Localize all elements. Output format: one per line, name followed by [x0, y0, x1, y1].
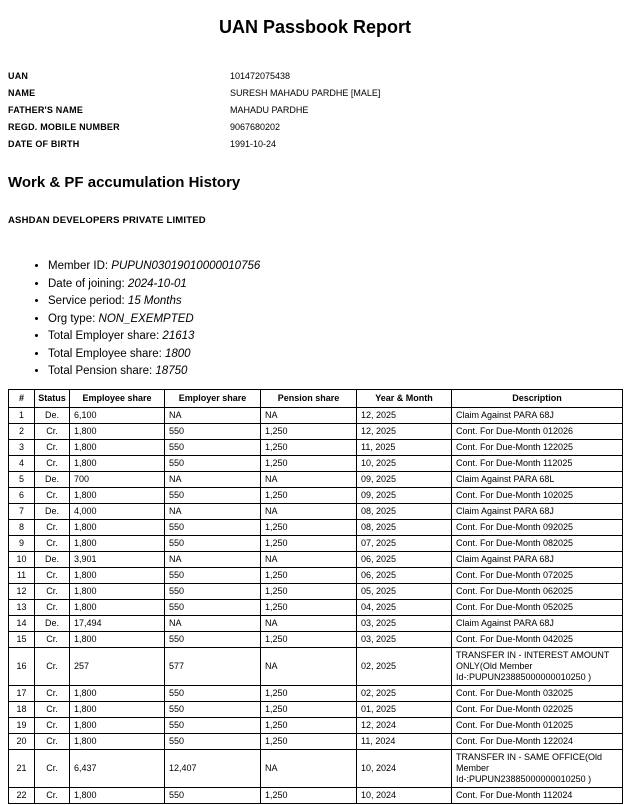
table-header-row: [9, 389, 623, 407]
cell-employee-share: 1,800: [70, 717, 165, 733]
cell-employer-share: NA: [165, 503, 261, 519]
cell-status: Cr.: [35, 439, 70, 455]
cell-description: Claim Against PARA 68J: [452, 615, 623, 631]
cell-status: Cr.: [35, 535, 70, 551]
cell-year-month: 05, 2025: [357, 583, 452, 599]
cell-employee-share: 1,800: [70, 733, 165, 749]
cell-year-month: 12, 2025: [357, 423, 452, 439]
detail-label: Org type:: [48, 312, 96, 325]
cell-status: De.: [35, 471, 70, 487]
cell-employer-share: 550: [165, 423, 261, 439]
cell-status: Cr.: [35, 685, 70, 701]
cell-employer-share: 550: [165, 439, 261, 455]
cell-pension-share: NA: [261, 749, 357, 787]
cell-employer-share: 550: [165, 487, 261, 503]
cell-description: Cont. For Due-Month 012026: [452, 423, 623, 439]
cell-description: Cont. For Due-Month 092025: [452, 519, 623, 535]
cell-employee-share: 6,437: [70, 749, 165, 787]
detail-item: [48, 258, 622, 276]
cell-description: Claim Against PARA 68L: [452, 471, 623, 487]
table-row: [9, 701, 623, 717]
table-row: [9, 487, 623, 503]
cell-index: 8: [9, 519, 35, 535]
member-info-section: [8, 68, 622, 153]
cell-status: Cr.: [35, 733, 70, 749]
cell-year-month: 04, 2025: [357, 599, 452, 615]
cell-index: 6: [9, 487, 35, 503]
cell-pension-share: NA: [261, 471, 357, 487]
table-row: [9, 423, 623, 439]
table-row: [9, 583, 623, 599]
cell-pension-share: 1,250: [261, 535, 357, 551]
cell-pension-share: 1,250: [261, 423, 357, 439]
cell-pension-share: 1,250: [261, 599, 357, 615]
header-year-month: Year & Month: [357, 389, 452, 407]
cell-description: Cont. For Due-Month 082025: [452, 535, 623, 551]
cell-description: Cont. For Due-Month 032025: [452, 685, 623, 701]
table-row: [9, 455, 623, 471]
header-description: Description: [452, 389, 623, 407]
cell-pension-share: NA: [261, 503, 357, 519]
detail-label: Total Employee share:: [48, 347, 162, 360]
info-label: NAME: [8, 88, 36, 98]
cell-index: 22: [9, 787, 35, 803]
cell-status: Cr.: [35, 519, 70, 535]
cell-pension-share: 1,250: [261, 787, 357, 803]
cell-year-month: 11, 2025: [357, 439, 452, 455]
cell-employee-share: 1,800: [70, 787, 165, 803]
cell-employer-share: NA: [165, 615, 261, 631]
cell-index: 11: [9, 567, 35, 583]
cell-employee-share: 17,494: [70, 615, 165, 631]
info-value: 1991-10-24: [230, 139, 277, 149]
cell-employee-share: 1,800: [70, 439, 165, 455]
cell-employee-share: 1,800: [70, 631, 165, 647]
cell-year-month: 03, 2025: [357, 615, 452, 631]
cell-index: 14: [9, 615, 35, 631]
detail-item: [48, 363, 622, 381]
detail-value: PUPUN03019010000010756: [111, 260, 261, 272]
cell-index: 17: [9, 685, 35, 701]
cell-pension-share: 1,250: [261, 701, 357, 717]
cell-index: 3: [9, 439, 35, 455]
cell-pension-share: 1,250: [261, 717, 357, 733]
info-value: 9067680202: [230, 122, 281, 132]
cell-employer-share: 550: [165, 685, 261, 701]
table-row: [9, 503, 623, 519]
cell-pension-share: 1,250: [261, 567, 357, 583]
header-pension-share: Pension share: [261, 389, 357, 407]
cell-year-month: 06, 2025: [357, 567, 452, 583]
cell-status: Cr.: [35, 423, 70, 439]
cell-year-month: 02, 2025: [357, 685, 452, 701]
cell-year-month: 08, 2025: [357, 503, 452, 519]
cell-index: 10: [9, 551, 35, 567]
cell-pension-share: 1,250: [261, 685, 357, 701]
cell-employee-share: 1,800: [70, 535, 165, 551]
cell-status: Cr.: [35, 631, 70, 647]
cell-description: Cont. For Due-Month 012025: [452, 717, 623, 733]
cell-employer-share: 550: [165, 567, 261, 583]
cell-employer-share: 550: [165, 717, 261, 733]
info-label: UAN: [8, 71, 29, 81]
cell-pension-share: 1,250: [261, 455, 357, 471]
table-row: [9, 749, 623, 787]
table-row: [9, 407, 623, 423]
cell-year-month: 07, 2025: [357, 535, 452, 551]
cell-employee-share: 6,100: [70, 407, 165, 423]
cell-index: 4: [9, 455, 35, 471]
cell-status: De.: [35, 551, 70, 567]
cell-employer-share: NA: [165, 551, 261, 567]
info-value: SURESH MAHADU PARDHE [MALE]: [230, 88, 381, 98]
cell-index: 16: [9, 647, 35, 685]
cell-employer-share: 12,407: [165, 749, 261, 787]
cell-employee-share: 1,800: [70, 487, 165, 503]
table-row: [9, 787, 623, 803]
detail-value: 15 Months: [127, 295, 182, 307]
cell-description: Cont. For Due-Month 072025: [452, 567, 623, 583]
table-row: [9, 733, 623, 749]
cell-status: De.: [35, 503, 70, 519]
info-label: DATE OF BIRTH: [8, 139, 80, 149]
detail-value: 21613: [162, 330, 195, 342]
cell-employer-share: 550: [165, 701, 261, 717]
cell-description: Cont. For Due-Month 122025: [452, 439, 623, 455]
cell-status: Cr.: [35, 787, 70, 803]
cell-pension-share: 1,250: [261, 439, 357, 455]
cell-pension-share: 1,250: [261, 631, 357, 647]
cell-employer-share: 550: [165, 599, 261, 615]
detail-item: [48, 293, 622, 311]
cell-description: TRANSFER IN - INTEREST AMOUNT ONLY(Old Member Id-:PUPUN23885000000010250 ): [452, 647, 623, 685]
info-row: [8, 68, 622, 85]
table-row: [9, 615, 623, 631]
cell-year-month: 01, 2025: [357, 701, 452, 717]
cell-status: Cr.: [35, 647, 70, 685]
cell-year-month: 10, 2024: [357, 749, 452, 787]
member-details-list: [8, 258, 622, 381]
cell-pension-share: 1,250: [261, 487, 357, 503]
info-row: [8, 119, 622, 136]
table-row: [9, 599, 623, 615]
history-table-body: [9, 407, 623, 803]
cell-employer-share: 550: [165, 787, 261, 803]
cell-index: 1: [9, 407, 35, 423]
header-index: #: [9, 389, 35, 407]
cell-year-month: 03, 2025: [357, 631, 452, 647]
table-row: [9, 471, 623, 487]
detail-label: Total Employer share:: [48, 330, 160, 342]
cell-employer-share: 550: [165, 519, 261, 535]
cell-pension-share: NA: [261, 615, 357, 631]
cell-year-month: 08, 2025: [357, 519, 452, 535]
cell-status: Cr.: [35, 599, 70, 615]
info-row: [8, 85, 622, 102]
cell-index: 15: [9, 631, 35, 647]
cell-employee-share: 1,800: [70, 455, 165, 471]
detail-label: Member ID:: [48, 260, 109, 272]
table-row: [9, 631, 623, 647]
detail-item: [48, 346, 622, 364]
cell-status: Cr.: [35, 487, 70, 503]
detail-item: [48, 311, 622, 329]
detail-label: Date of joining:: [48, 277, 125, 290]
cell-status: Cr.: [35, 583, 70, 599]
cell-index: 21: [9, 749, 35, 787]
detail-value: NON_EXEMPTED: [98, 312, 194, 325]
cell-year-month: 12, 2025: [357, 407, 452, 423]
detail-label: Total Pension share:: [48, 365, 153, 377]
detail-label: Service period:: [48, 295, 125, 307]
cell-status: Cr.: [35, 701, 70, 717]
cell-employee-share: 3,901: [70, 551, 165, 567]
cell-index: 7: [9, 503, 35, 519]
cell-employer-share: NA: [165, 471, 261, 487]
cell-employee-share: 1,800: [70, 599, 165, 615]
info-row: [8, 136, 622, 153]
cell-status: Cr.: [35, 749, 70, 787]
header-employer-share: Employer share: [165, 389, 261, 407]
detail-item: [48, 276, 622, 294]
cell-year-month: 09, 2025: [357, 471, 452, 487]
cell-index: 19: [9, 717, 35, 733]
table-row: [9, 535, 623, 551]
cell-description: Cont. For Due-Month 022025: [452, 701, 623, 717]
cell-status: De.: [35, 615, 70, 631]
cell-employer-share: NA: [165, 407, 261, 423]
detail-item: [48, 328, 622, 346]
cell-description: Claim Against PARA 68J: [452, 407, 623, 423]
pf-history-table: [8, 389, 623, 804]
cell-year-month: 06, 2025: [357, 551, 452, 567]
cell-employee-share: 257: [70, 647, 165, 685]
cell-description: Claim Against PARA 68J: [452, 503, 623, 519]
cell-employer-share: 550: [165, 535, 261, 551]
cell-year-month: 10, 2025: [357, 455, 452, 471]
cell-description: Cont. For Due-Month 112025: [452, 455, 623, 471]
header-status: Status: [35, 389, 70, 407]
cell-employer-share: 550: [165, 455, 261, 471]
cell-index: 13: [9, 599, 35, 615]
cell-employee-share: 700: [70, 471, 165, 487]
detail-value: 1800: [165, 347, 191, 360]
cell-index: 20: [9, 733, 35, 749]
cell-pension-share: 1,250: [261, 519, 357, 535]
detail-value: 18750: [155, 365, 188, 377]
table-row: [9, 551, 623, 567]
table-row: [9, 647, 623, 685]
cell-employee-share: 1,800: [70, 701, 165, 717]
info-value: 101472075438: [230, 71, 291, 81]
cell-year-month: 11, 2024: [357, 733, 452, 749]
cell-employer-share: 550: [165, 631, 261, 647]
history-section-heading: Work & PF accumulation History: [8, 174, 241, 191]
cell-description: Cont. For Due-Month 052025: [452, 599, 623, 615]
cell-status: De.: [35, 407, 70, 423]
info-label: FATHER'S NAME: [8, 105, 84, 115]
cell-description: Cont. For Due-Month 102025: [452, 487, 623, 503]
cell-employer-share: 550: [165, 733, 261, 749]
cell-pension-share: NA: [261, 551, 357, 567]
cell-description: Claim Against PARA 68J: [452, 551, 623, 567]
cell-index: 12: [9, 583, 35, 599]
cell-employee-share: 1,800: [70, 685, 165, 701]
cell-index: 18: [9, 701, 35, 717]
cell-year-month: 02, 2025: [357, 647, 452, 685]
cell-description: Cont. For Due-Month 062025: [452, 583, 623, 599]
cell-employee-share: 1,800: [70, 583, 165, 599]
employer-name: ASHDAN DEVELOPERS PRIVATE LIMITED: [8, 215, 206, 226]
table-row: [9, 567, 623, 583]
cell-status: Cr.: [35, 455, 70, 471]
cell-description: Cont. For Due-Month 112024: [452, 787, 623, 803]
cell-index: 2: [9, 423, 35, 439]
cell-pension-share: 1,250: [261, 583, 357, 599]
table-row: [9, 519, 623, 535]
table-row: [9, 685, 623, 701]
header-employee-share: Employee share: [70, 389, 165, 407]
cell-pension-share: 1,250: [261, 733, 357, 749]
cell-employer-share: 550: [165, 583, 261, 599]
cell-status: Cr.: [35, 567, 70, 583]
cell-description: Cont. For Due-Month 122024: [452, 733, 623, 749]
cell-employer-share: 577: [165, 647, 261, 685]
cell-year-month: 12, 2024: [357, 717, 452, 733]
info-row: [8, 102, 622, 119]
cell-status: Cr.: [35, 717, 70, 733]
cell-employee-share: 1,800: [70, 519, 165, 535]
cell-description: TRANSFER IN - SAME OFFICE(Old Member Id-:PUPUN23885000000010250 ): [452, 749, 623, 787]
detail-value: 2024-10-01: [127, 277, 187, 290]
cell-description: Cont. For Due-Month 042025: [452, 631, 623, 647]
cell-pension-share: NA: [261, 647, 357, 685]
table-row: [9, 717, 623, 733]
info-label: REGD. MOBILE NUMBER: [8, 122, 120, 132]
cell-year-month: 10, 2024: [357, 787, 452, 803]
info-value: MAHADU PARDHE: [230, 105, 309, 115]
cell-employee-share: 1,800: [70, 423, 165, 439]
cell-index: 5: [9, 471, 35, 487]
cell-index: 9: [9, 535, 35, 551]
table-row: [9, 439, 623, 455]
cell-employee-share: 4,000: [70, 503, 165, 519]
history-table-head: [9, 389, 623, 407]
cell-pension-share: NA: [261, 407, 357, 423]
report-title: UAN Passbook Report: [218, 17, 412, 37]
cell-year-month: 09, 2025: [357, 487, 452, 503]
cell-employee-share: 1,800: [70, 567, 165, 583]
